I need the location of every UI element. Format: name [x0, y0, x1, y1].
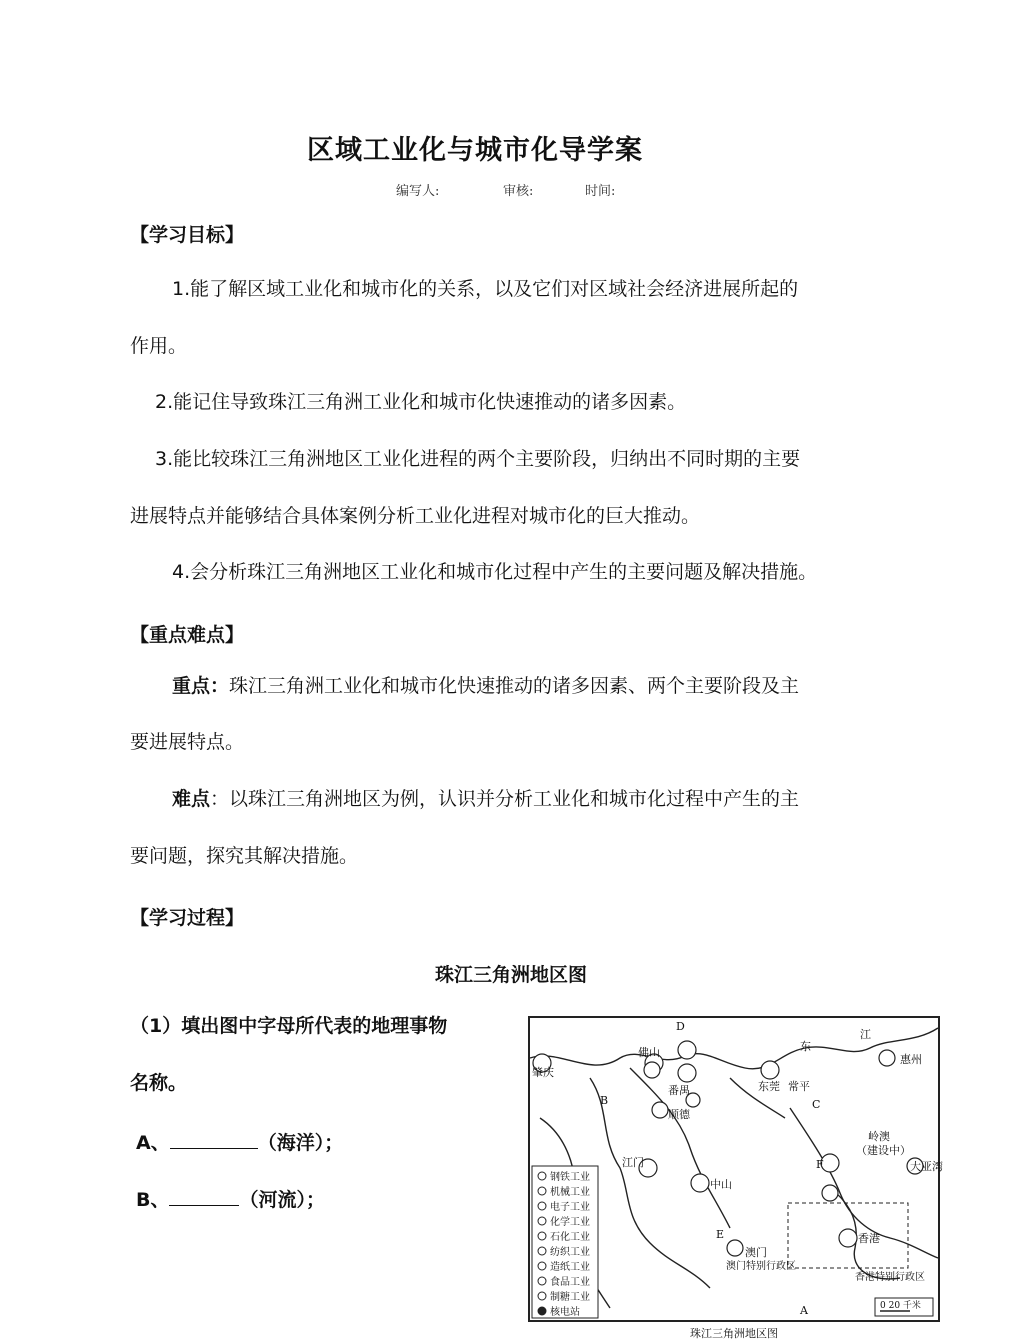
objective-4: 4.会分析珠江三角洲地区工业化和城市化过程中产生的主要问题及解决措施。	[172, 561, 818, 583]
objective-2: 2.能记住导致珠江三角洲工业化和城市化快速推动的诸多因素。	[155, 391, 687, 413]
legend-steel: 钢铁工业	[550, 1172, 590, 1183]
objectives-heading: 【学习目标】	[130, 224, 245, 246]
page-title: 区域工业化与城市化导学案	[307, 135, 643, 166]
map-scale	[875, 1298, 933, 1316]
legend-textile: 纺织工业	[550, 1247, 590, 1258]
legend-machinery: 机械工业	[550, 1187, 590, 1198]
pearl-river-delta-map	[528, 1016, 943, 1322]
city-changping: 常平	[788, 1080, 810, 1093]
city-jiangmen: 江门	[622, 1156, 644, 1169]
letter-c: C	[812, 1098, 821, 1111]
question-1-line1: （1）填出图中字母所代表的地理事物	[130, 1015, 448, 1037]
legend-chemical: 化学工业	[550, 1217, 590, 1228]
river-east-1: 东	[800, 1040, 811, 1053]
key-line1: 重点：珠江三角洲工业化和城市化快速推动的诸多因素、两个主要阶段及主	[172, 675, 800, 697]
letter-f: F	[816, 1158, 824, 1171]
legend-food: 食品工业	[550, 1277, 590, 1288]
legend-paper: 造纸工业	[550, 1262, 590, 1273]
city-dongguan: 东莞	[758, 1080, 780, 1093]
legend-petrochem: 石化工业	[550, 1232, 590, 1243]
city-lingao: 岭澳	[868, 1130, 890, 1143]
hk-region: 香港特别行政区	[855, 1272, 925, 1283]
map-title: 珠江三角洲地区图	[434, 964, 587, 986]
city-shunde: 顺德	[668, 1108, 690, 1121]
legend-sugar: 制糖工业	[550, 1292, 590, 1303]
reviewer-label: 审核:	[503, 184, 534, 199]
keypoints-heading: 【重点难点】	[130, 624, 245, 646]
city-foshan: 佛山	[638, 1046, 660, 1059]
key-line2: 要进展特点。	[130, 731, 245, 753]
objective-1-line1: 1.能了解区域工业化和城市化的关系，以及它们对区域社会经济进展所起的	[172, 278, 799, 300]
objective-3-line1: 3.能比较珠江三角洲地区工业化进程的两个主要阶段，归纳出不同时期的主要	[155, 448, 801, 470]
process-heading: 【学习过程】	[130, 907, 245, 929]
city-zhongshan: 中山	[710, 1178, 732, 1191]
question-1-line2: 名称。	[130, 1072, 188, 1094]
city-hongkong: 香港	[858, 1232, 880, 1245]
map-legend	[532, 1166, 598, 1318]
diff-label: 难点	[172, 788, 211, 810]
macau-region: 澳门特别行政区	[726, 1261, 796, 1272]
map-caption: 珠江三角洲地区图	[690, 1327, 778, 1340]
objective-3-line2: 进展特点并能够结合具体案例分析工业化进程对城市化的巨大推动。	[130, 505, 701, 527]
objective-1-line2: 作用。	[130, 335, 188, 357]
city-zhaoqing: 肇庆	[532, 1066, 554, 1079]
daya-bay: 大亚湾	[910, 1160, 943, 1173]
letter-a: A	[800, 1304, 808, 1317]
scale-label: 0 20 千米	[880, 1301, 921, 1311]
writer-label: 编写人:	[396, 184, 440, 199]
city-macau: 澳门	[745, 1246, 767, 1259]
legend-electronics: 电子工业	[550, 1202, 590, 1213]
time-label: 时间:	[585, 184, 616, 199]
legend-nuclear: 核电站	[550, 1307, 580, 1318]
diff-line1: 难点：以珠江三角洲地区为例，认识并分析工业化和城市化过程中产生的主	[172, 788, 800, 810]
letter-e: E	[716, 1228, 725, 1241]
question-b: B、 （河流）；	[136, 1189, 325, 1211]
answer-b-blank[interactable]	[169, 1187, 239, 1206]
city-lingao-note: （建设中）	[856, 1144, 911, 1157]
question-a: A、 （海洋）；	[136, 1132, 344, 1154]
key-label: 重点：	[172, 675, 230, 697]
letter-b: B	[600, 1094, 609, 1107]
answer-a-blank[interactable]	[170, 1130, 258, 1149]
letter-d: D	[676, 1020, 685, 1033]
river-east-2: 江	[860, 1028, 871, 1041]
diff-line2: 要问题，探究其解决措施。	[130, 845, 359, 867]
city-huizhou: 惠州	[900, 1053, 922, 1066]
city-panyu: 番禺	[668, 1084, 690, 1097]
